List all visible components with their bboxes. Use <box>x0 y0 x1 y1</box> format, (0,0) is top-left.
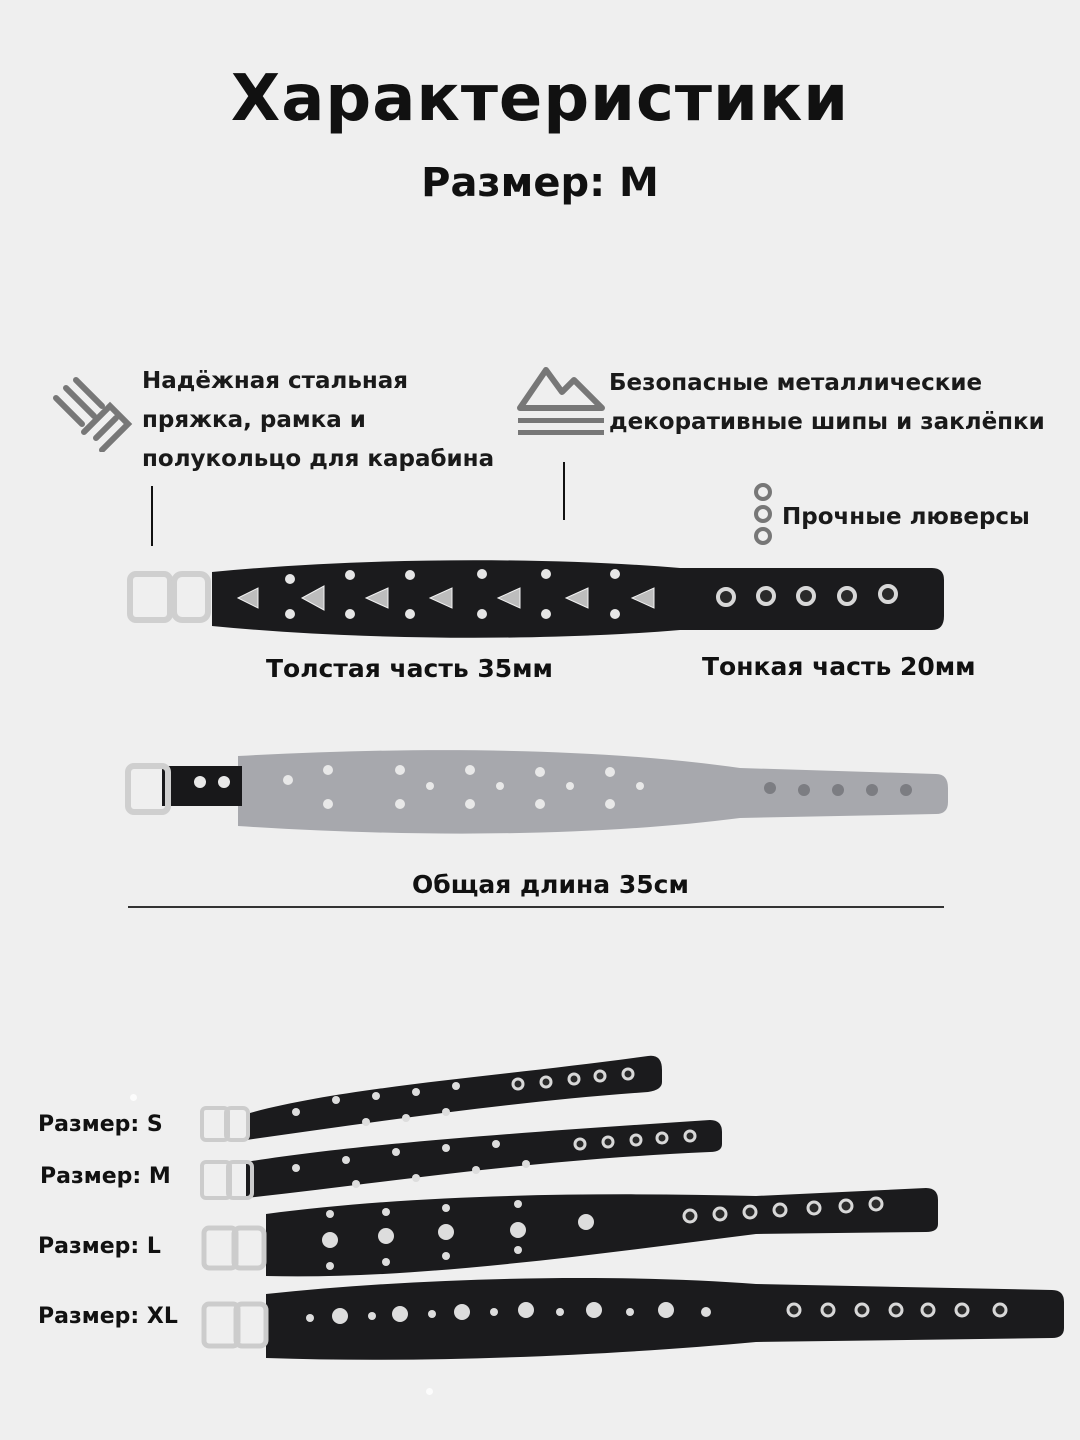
thin-part-label: Тонкая часть 20мм <box>702 652 976 681</box>
buckle-icon <box>50 376 134 452</box>
total-length-label: Общая длина 35см <box>412 870 689 899</box>
size-label-l: Размер: L <box>38 1234 161 1259</box>
buckle-pointer-line <box>151 486 153 546</box>
size-label-s: Размер: S <box>38 1112 163 1137</box>
size-subtitle: Размер: M <box>421 160 659 206</box>
collar-black-photo <box>120 548 960 648</box>
size-label-xl: Размер: XL <box>38 1304 178 1329</box>
grommets-icon <box>750 482 776 548</box>
collar-size-xl-photo <box>196 1268 1070 1368</box>
light-speck <box>130 1094 137 1101</box>
spikes-feature-text: Безопасные металлические декоративные шипы и заклёпки <box>609 370 1045 435</box>
buckle-feature-text: Надёжная стальная пряжка, рамка и полукольцо для карабина <box>142 368 495 472</box>
size-label-m: Размер: M <box>40 1164 171 1189</box>
page-title: Характеристики <box>230 62 850 136</box>
divider <box>128 906 944 908</box>
spikes-pointer-line <box>563 462 565 520</box>
light-speck <box>426 1388 433 1395</box>
collar-felt-photo <box>120 738 960 848</box>
mountain-spikes-icon <box>516 362 606 438</box>
grommets-feature-text: Прочные люверсы <box>782 504 1030 530</box>
thick-part-label: Толстая часть 35мм <box>266 654 553 683</box>
